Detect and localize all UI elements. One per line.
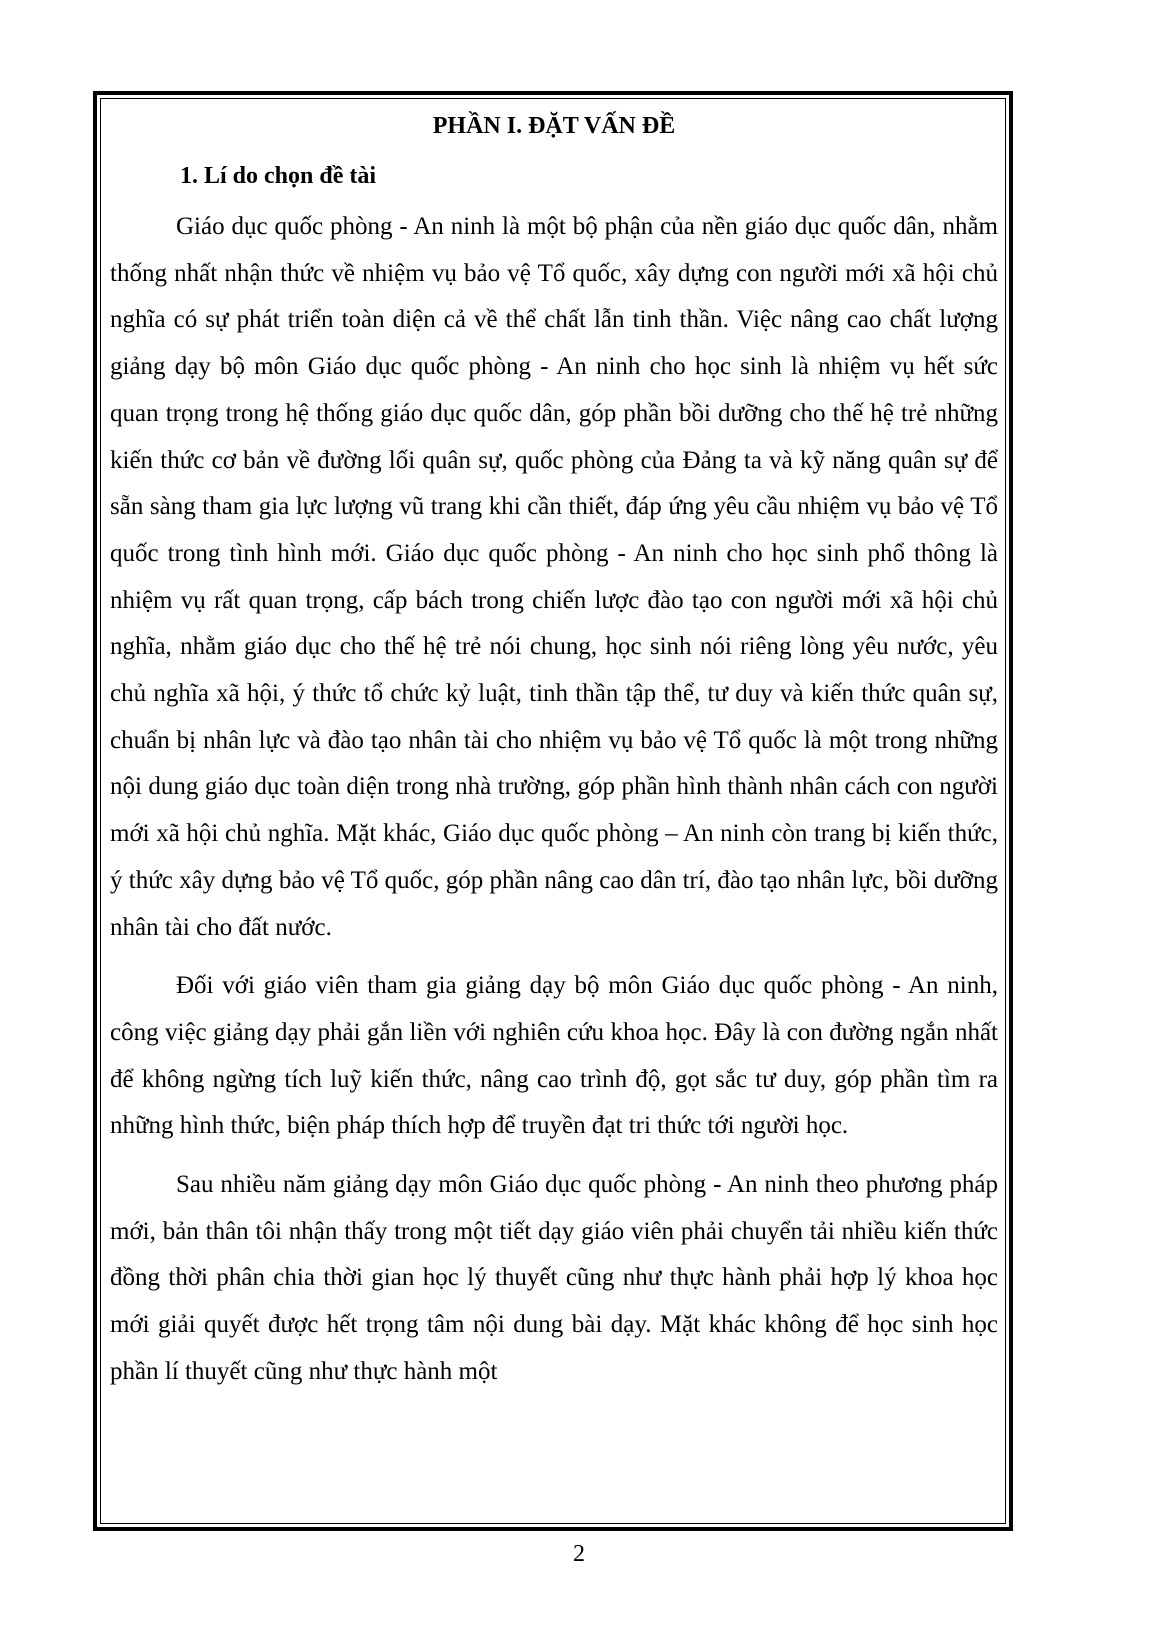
- page-number: 2: [573, 1541, 585, 1567]
- page-title: PHẦN I. ĐẶT VẤN ĐỀ: [432, 113, 676, 139]
- paragraph-3: Sau nhiều năm giảng dạy môn Giáo dục quốc phòng - An ninh theo phương pháp mới, bản thân tôi nhận thấy trong một tiết dạy giáo viên phải chuyển tải nhiều kiến thức đồng thời phân chia thời gian học lý thuyết cũng như thực hành phải hợp lý khoa học mới giải quyết được hết trọng tâm nội dung bài dạy. Mặt khác không để học sinh học phần lí thuyết cũng như thực hành một: [110, 1171, 998, 1385]
- paragraph-1: Giáo dục quốc phòng - An ninh là một bộ phận của nền giáo dục quốc dân, nhằm thống nhất nhận thức về nhiệm vụ bảo vệ Tổ quốc, xây dựng con người mới xã hội chủ nghĩa có sự phát triển toàn diện cả về thể chất lẫn tinh thần. Việc nâng cao chất lượng giảng dạy bộ môn Giáo dục quốc phòng - An ninh cho học sinh là nhiệm vụ hết sức quan trọng trong hệ thống giáo dục quốc dân, góp phần bồi dưỡng cho thế hệ trẻ những kiến thức cơ bản về đường lối quân sự, quốc phòng của Đảng ta và kỹ năng quân sự để sẵn sàng tham gia lực lượng vũ trang khi cần thiết, đáp ứng yêu cầu nhiệm vụ bảo vệ Tổ quốc trong tình hình mới. Giáo dục quốc phòng - An ninh cho học sinh phổ thông là nhiệm vụ rất quan trọng, cấp bách trong chiến lược đào tạo con người mới xã hội chủ nghĩa, nhằm giáo dục cho thế hệ trẻ nói chung, học sinh nói riêng lòng yêu nước, yêu chủ nghĩa xã hội, ý thức tổ chức kỷ luật, tinh thần tập thể, tư duy và kiến thức quân sự, chuẩn bị nhân lực và đào tạo nhân tài cho nhiệm vụ bảo vệ Tổ quốc là một trong những nội dung giáo dục toàn diện trong nhà trường, góp phần hình thành nhân cách con người mới xã hội chủ nghĩa. Mặt khác, Giáo dục quốc phòng – An ninh còn trang bị kiến thức, ý thức xây dựng bảo vệ Tổ quốc, góp phần nâng cao dân trí, đào tạo nhân lực, bồi dưỡng nhân tài cho đất nước.: [110, 213, 998, 941]
- paragraph-2: Đối với giáo viên tham gia giảng dạy bộ môn Giáo dục quốc phòng - An ninh, công việc giảng dạy phải gắn liền với nghiên cứu khoa học. Đây là con đường ngắn nhất để không ngừng tích luỹ kiến thức, nâng cao trình độ, gọt sắc tư duy, góp phần tìm ra những hình thức, biện pháp thích hợp để truyền đạt tri thức tới người học.: [110, 972, 998, 1140]
- section-heading: 1. Lí do chọn đề tài: [180, 163, 377, 189]
- document-body: [110, 106, 998, 1526]
